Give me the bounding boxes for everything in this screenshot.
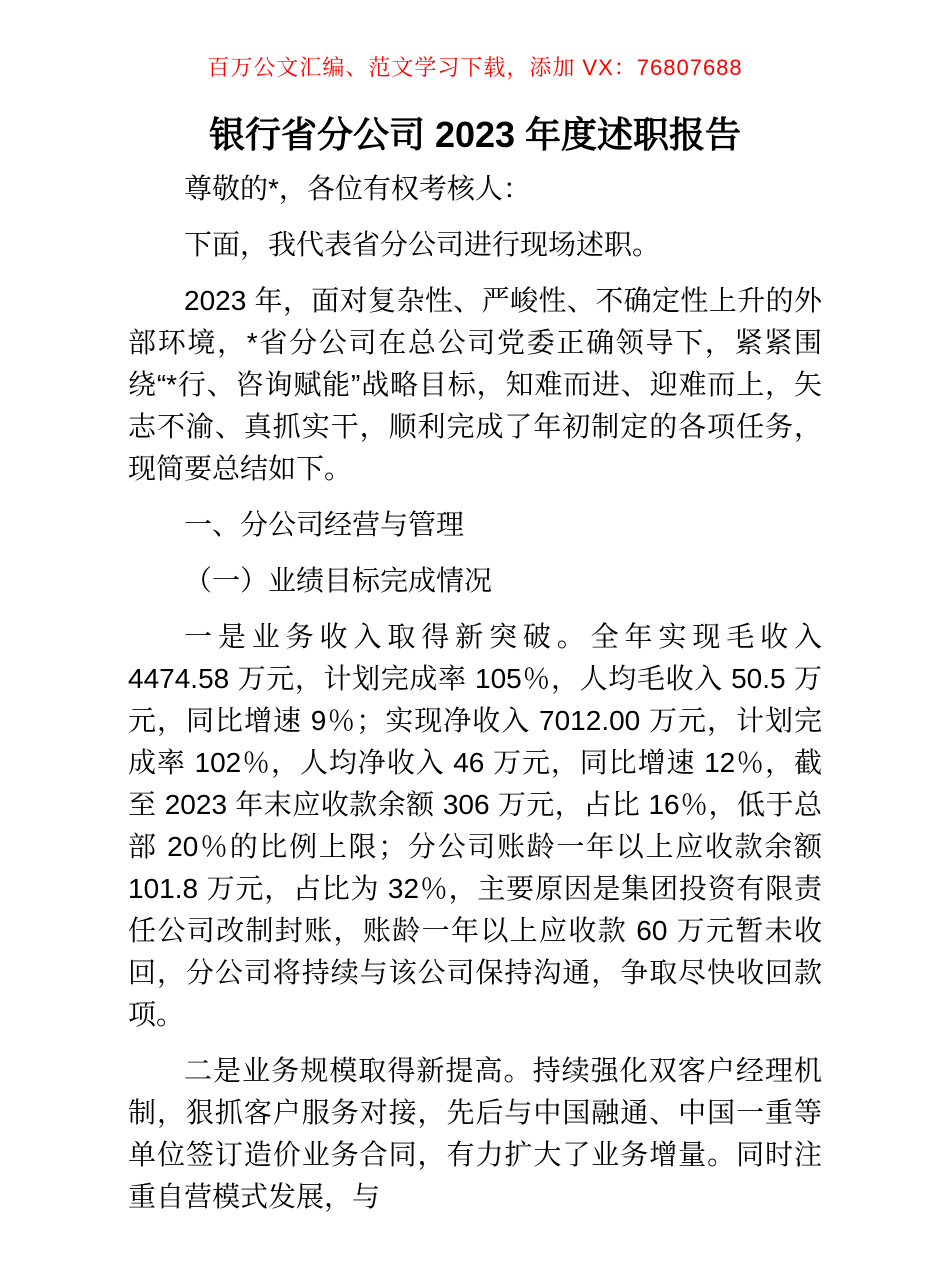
intro-paragraph: 2023 年，面对复杂性、严峻性、不确定性上升的外部环境，*省分公司在总公司党委正确领导下，紧紧围绕“*行、咨询赋能”战略目标，知难而进、迎难而上，矢志不渝、真抓实干，顺利完成了年初制定的各项任务，现简要总结如下。 [128, 285, 822, 484]
salutation: 尊敬的*，各位有权考核人： [184, 173, 531, 204]
section-heading: 一、分公司经营与管理 [184, 509, 465, 540]
achievement-point-2: 二是业务规模取得新提高。持续强化双客户经理机制，狠抓客户服务对接，先后与中国融通、中国一重等单位签订造价业务合同，有力扩大了业务增量。同时注重自营模式发展，与 [128, 1055, 822, 1212]
document-body [128, 168, 822, 1218]
subsection-heading: （一）业绩目标完成情况 [184, 565, 493, 596]
opening-statement: 下面，我代表省分公司进行现场述职。 [184, 229, 661, 260]
document-title: 银行省分公司 2023 年度述职报告 [208, 114, 742, 155]
download-notice-watermark: 百万公文汇编、范文学习下载，添加 VX：76807688 [207, 55, 743, 80]
document-page [0, 54, 950, 1284]
achievement-point-1: 一是业务收入取得新突破。全年实现毛收入 4474.58 万元，计划完成率 105％，人均毛收入 50.5 万元，同比增速 9％；实现净收入 7012.00 万元，计划完成率 102％，人均净收入 46 万元，同比增速 12％，截至 2023 年末应收款余额 306 万元，占比 16％，低于总部 20％的比例上限；分公司账龄一年以上应收款余额 101.8 万元，占比为 32％，主要原因是集团投资有限责任公司改制封账，账龄一年以上应收款 60 万元暂未收回，分公司将持续与该公司保持沟通，争取尽快收回款项。 [128, 621, 822, 1030]
